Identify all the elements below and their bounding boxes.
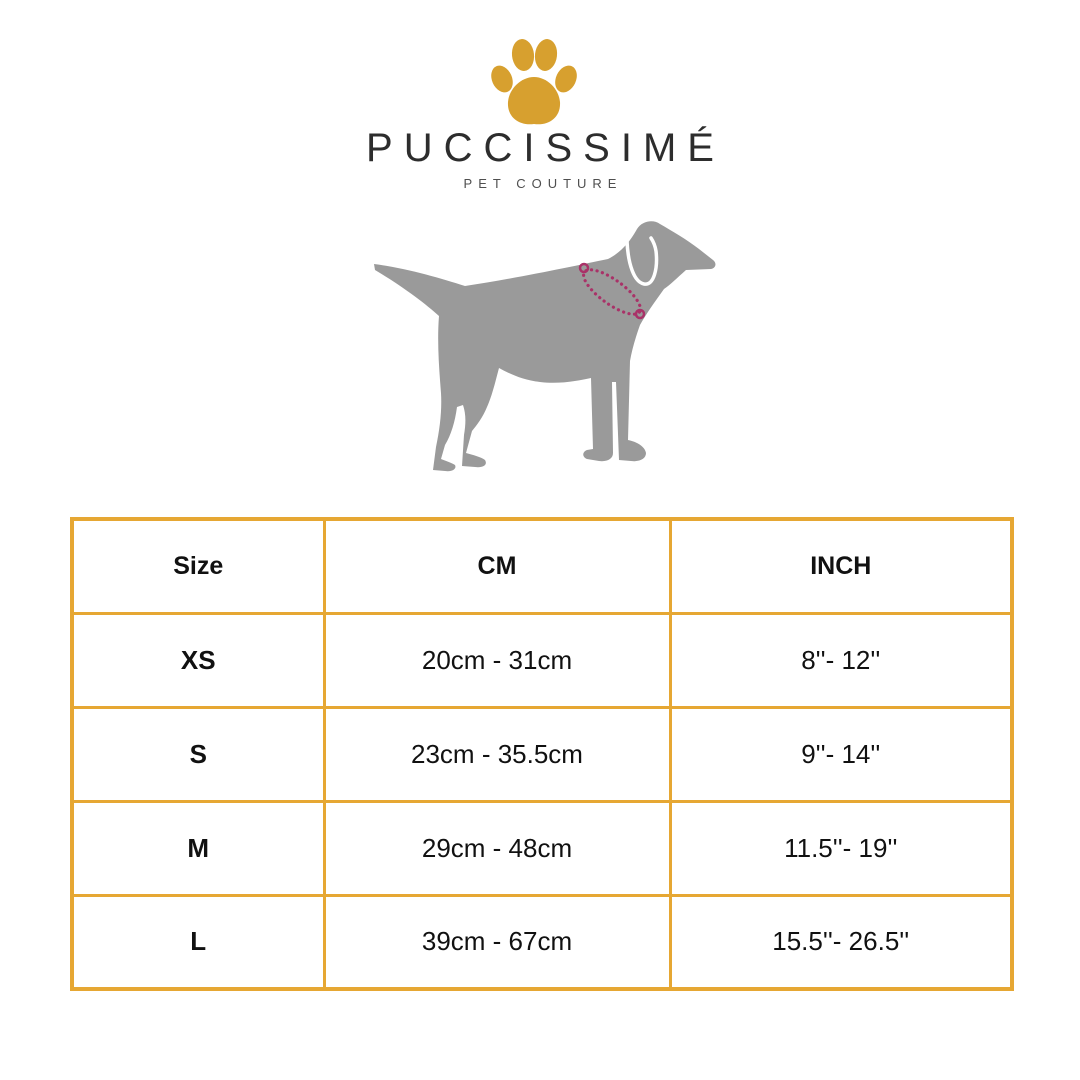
inch-cell: 8''- 12'' (670, 613, 1012, 707)
table-row-xs (72, 613, 1012, 707)
cm-cell: 20cm - 31cm (324, 613, 670, 707)
inch-cell: 11.5''- 19'' (670, 801, 1012, 895)
size-chart-table (70, 517, 1014, 991)
brand-logo (489, 32, 579, 132)
brand-name: PUCCISSIMÉ (366, 126, 725, 170)
inch-cell: 15.5''- 26.5'' (670, 895, 1012, 989)
paw-print-icon (489, 32, 579, 132)
column-header-cm: CM (324, 519, 670, 613)
size-cell: XS (72, 613, 324, 707)
table-row-s (72, 707, 1012, 801)
header-row (72, 519, 1012, 613)
table-row-l (72, 895, 1012, 989)
table-row-m (72, 801, 1012, 895)
cm-cell: 29cm - 48cm (324, 801, 670, 895)
column-header-size: Size (72, 519, 324, 613)
size-cell: S (72, 707, 324, 801)
brand-tagline: PET COUTURE (463, 176, 623, 191)
inch-cell: 9''- 14'' (670, 707, 1012, 801)
dog-illustration (368, 206, 718, 476)
size-cell: M (72, 801, 324, 895)
size-cell: L (72, 895, 324, 989)
cm-cell: 23cm - 35.5cm (324, 707, 670, 801)
column-header-inch: INCH (670, 519, 1012, 613)
cm-cell: 39cm - 67cm (324, 895, 670, 989)
dog-silhouette-icon (368, 206, 718, 476)
